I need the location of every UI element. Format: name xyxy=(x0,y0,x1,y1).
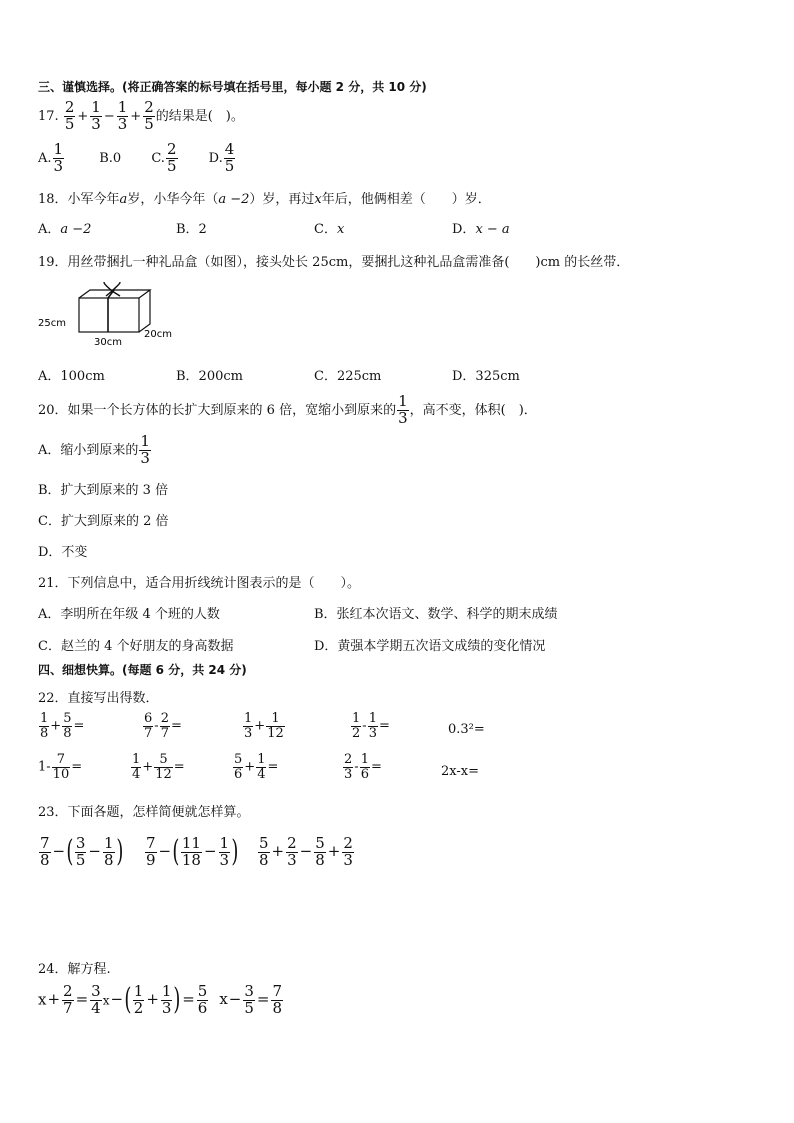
denominator: 5 xyxy=(75,850,86,869)
denominator: 3 xyxy=(343,850,353,869)
question-20 xyxy=(38,394,537,427)
numerator: 1 xyxy=(140,432,150,450)
numerator: 1 xyxy=(398,392,408,410)
denominator: 3 xyxy=(117,114,128,133)
numerator: 1 xyxy=(368,711,377,726)
q18-option-a: A．a −2 xyxy=(38,222,92,237)
operator: + xyxy=(271,842,285,861)
q20-option-b: B．扩大到原来的 3 倍 xyxy=(38,483,169,498)
denominator: 7 xyxy=(63,998,73,1017)
operator: + xyxy=(146,990,159,1009)
denominator: 7 xyxy=(160,725,169,741)
q18-option-c: C．x xyxy=(314,222,345,237)
denominator: 8 xyxy=(259,850,269,869)
numerator: 3 xyxy=(75,834,86,852)
q20-stem: ，高不变，体积( )． xyxy=(409,402,537,418)
numerator: 1 xyxy=(132,752,141,767)
q19-option-d: D．325cm xyxy=(452,369,520,384)
gift-box-figure xyxy=(36,282,186,350)
operator: − xyxy=(103,108,115,124)
denominator: 8 xyxy=(40,725,49,741)
calc-item: $\frac{1}{8}$ + $\frac{5}{8}$ = xyxy=(40,711,85,741)
q17-number: 17. xyxy=(38,108,59,124)
denominator: 8 xyxy=(272,998,283,1017)
numerator: 1 xyxy=(352,711,361,726)
numerator: 1 xyxy=(257,752,266,767)
option-a-fraction xyxy=(53,142,65,175)
expression: a −2 xyxy=(218,192,250,207)
q17-options xyxy=(38,142,236,175)
label-length: 30cm xyxy=(94,337,122,348)
denominator: 2 xyxy=(352,725,361,741)
q21-option-a: A．李明所在年级 4 个班的人数 xyxy=(38,607,220,622)
q21-option-b: B．张红本次语文、数学、科学的期末成绩 xyxy=(314,607,558,622)
numerator: 1 xyxy=(244,711,253,726)
question-23: 23．下面各题，怎样简便就怎样算。 xyxy=(38,805,250,820)
question-17 xyxy=(38,100,244,133)
numerator: 6 xyxy=(144,711,153,726)
numerator: 7 xyxy=(56,752,66,767)
option-d-fraction xyxy=(224,142,236,175)
q18-option-b: B．2 xyxy=(176,222,207,237)
section-title-calc: 四、细想快算。(每题 6 分，共 24 分) xyxy=(38,663,247,677)
question-21: 21．下列信息中，适合用折线统计图表示的是（ ）。 xyxy=(38,576,361,591)
q23-expression-1 xyxy=(38,836,123,869)
denominator: 12 xyxy=(267,725,284,741)
section-title-choice: 三、谨慎选择。(将正确答案的标号填在括号里，每小题 2 分，共 10 分) xyxy=(38,80,427,94)
operator: − xyxy=(52,842,66,861)
parenthesis: ) xyxy=(231,834,239,870)
numerator: 1 xyxy=(133,982,144,1000)
denominator: 6 xyxy=(360,766,369,782)
calc-item: 1- $\frac{7}{10}$ = xyxy=(38,752,83,782)
numerator: 1 xyxy=(103,834,114,852)
q20-stem: 20．如果一个长方体的长扩大到原来的 6 倍，宽缩小到原来的 xyxy=(38,402,397,418)
denominator: 6 xyxy=(197,998,208,1017)
numerator: 2 xyxy=(144,98,154,116)
denominator: 3 xyxy=(219,850,230,869)
q23-expression-3 xyxy=(257,836,355,869)
q24-equations: x+ $\frac{2}{7}$ = $\frac{3}{4}$ x−( $\frac{1}{2}$ + $\frac{1}{3}$ )= $\frac{5}{6}$ x− $\frac{3}{5}$ = $\frac{7}{8}$ xyxy=(38,982,283,1018)
q20-option-a: A．缩小到原来的 $\frac{1}{3}$ xyxy=(38,432,150,467)
numerator: 2 xyxy=(343,834,353,852)
numerator: 5 xyxy=(197,982,208,1000)
operator: + xyxy=(47,990,61,1009)
calc-item: $\frac{5}{6}$ + $\frac{1}{4}$ = xyxy=(234,752,279,782)
denominator: 5 xyxy=(64,114,75,133)
question-19: 19．用丝带捆扎一种礼品盒（如图），接头处长 25cm，要捆扎这种礼品盒需准备( )cm 的长丝带． xyxy=(38,255,630,270)
numerator: 2 xyxy=(166,140,177,158)
operator: + xyxy=(77,108,89,124)
numerator: 1 xyxy=(117,98,128,116)
option-c-label: C. xyxy=(151,150,165,166)
q20-option-d: D．不变 xyxy=(38,545,88,560)
option-c-fraction xyxy=(166,142,178,175)
numerator: 5 xyxy=(315,834,325,852)
fraction xyxy=(143,100,155,133)
question-22: 22．直接写出得数． xyxy=(38,691,159,706)
numerator: 2 xyxy=(160,711,169,726)
denominator: 5 xyxy=(224,156,235,175)
parenthesis: ( xyxy=(172,834,180,870)
option-b: B.0 xyxy=(99,150,122,166)
q17-tail: 的结果是( )。 xyxy=(155,108,244,124)
denominator: 3 xyxy=(398,408,408,427)
q21-option-c: C．赵兰的 4 个好朋友的身高数据 xyxy=(38,639,234,654)
option-d-label: D. xyxy=(208,150,223,166)
operator: − xyxy=(299,842,313,861)
numerator: 5 xyxy=(63,711,72,726)
numerator: 2 xyxy=(344,752,353,767)
fraction xyxy=(139,434,151,467)
numerator: 1 xyxy=(219,834,230,852)
denominator: 12 xyxy=(155,766,172,782)
numerator: 1 xyxy=(53,140,64,158)
operator: + xyxy=(327,842,341,861)
denominator: 3 xyxy=(53,156,64,175)
numerator: 2 xyxy=(63,982,73,1000)
parenthesis: ) xyxy=(115,834,123,870)
calc-item: $\frac{2}{3}$ - $\frac{1}{6}$ = xyxy=(344,752,382,782)
q18-stem: 岁，小华今年（ xyxy=(127,192,219,207)
variable-a: a xyxy=(119,192,128,207)
variable-x: x xyxy=(314,192,322,207)
label-width: 20cm xyxy=(144,329,172,340)
denominator: 9 xyxy=(146,850,156,869)
numerator: 2 xyxy=(287,834,297,852)
denominator: 4 xyxy=(132,766,141,782)
parenthesis: ( xyxy=(124,982,132,1018)
denominator: 8 xyxy=(63,725,72,741)
calc-item: $\frac{1}{4}$ + $\frac{5}{12}$ = xyxy=(132,752,185,782)
denominator: 7 xyxy=(144,725,153,741)
denominator: 3 xyxy=(287,850,297,869)
q19-option-a: A．100cm xyxy=(38,369,105,384)
denominator: 8 xyxy=(315,850,325,869)
calc-item: $\frac{6}{7}$ - $\frac{2}{7}$ = xyxy=(144,711,182,741)
label-height: 25cm xyxy=(38,318,66,329)
numerator: 5 xyxy=(159,752,168,767)
denominator: 4 xyxy=(257,766,266,782)
fraction xyxy=(64,100,76,133)
denominator: 3 xyxy=(368,725,377,741)
question-18 xyxy=(38,188,491,207)
numerator: 1 xyxy=(161,982,172,1000)
denominator: 5 xyxy=(144,114,154,133)
operator: − xyxy=(110,990,124,1009)
operator: − xyxy=(88,842,101,861)
denominator: 8 xyxy=(103,850,114,869)
denominator: 5 xyxy=(244,998,254,1017)
q18-option-d: D．x − a xyxy=(452,222,510,237)
numerator: 7 xyxy=(40,834,50,852)
q18-stem: 年后，他俩相差（ ）岁． xyxy=(321,192,491,207)
q20-option-c: C．扩大到原来的 2 倍 xyxy=(38,514,169,529)
denominator: 4 xyxy=(91,998,101,1017)
calc-item: $\frac{1}{2}$ - $\frac{1}{3}$ = xyxy=(352,711,390,741)
operator: + xyxy=(130,108,142,124)
operator: = xyxy=(256,990,270,1009)
numerator: 11 xyxy=(181,834,201,852)
question-24: 24．解方程. xyxy=(38,962,111,977)
numerator: 1 xyxy=(40,711,49,726)
numerator: 1 xyxy=(91,98,101,116)
operator: = xyxy=(75,990,89,1009)
operator: − xyxy=(228,990,242,1009)
q19-option-b: B．200cm xyxy=(176,369,243,384)
denominator: 10 xyxy=(52,766,70,782)
numerator: 3 xyxy=(244,982,254,1000)
fraction xyxy=(90,100,102,133)
numerator: 5 xyxy=(234,752,243,767)
denominator: 18 xyxy=(181,850,201,869)
operator: = xyxy=(182,990,195,1009)
parenthesis: ( xyxy=(66,834,74,870)
calc-item: 0.3²= xyxy=(448,722,485,737)
numerator: 1 xyxy=(271,711,280,726)
denominator: 5 xyxy=(166,156,177,175)
operator: − xyxy=(203,842,217,861)
q21-option-d: D．黄强本学期五次语文成绩的变化情况 xyxy=(314,639,546,654)
denominator: 6 xyxy=(234,766,243,782)
numerator: 3 xyxy=(91,982,101,1000)
denominator: 3 xyxy=(344,766,353,782)
denominator: 3 xyxy=(161,998,172,1017)
q18-stem: 18．小军今年 xyxy=(38,192,120,207)
denominator: 3 xyxy=(91,114,101,133)
option-a-label: A. xyxy=(38,150,52,166)
calc-item: $\frac{1}{3}$ + $\frac{1}{12}$ xyxy=(244,711,284,741)
fraction xyxy=(117,100,129,133)
numerator: 5 xyxy=(259,834,269,852)
fraction xyxy=(397,394,409,427)
numerator: 1 xyxy=(360,752,369,767)
calc-item: 2x-x= xyxy=(441,764,479,779)
numerator: 4 xyxy=(224,140,235,158)
denominator: 2 xyxy=(133,998,144,1017)
q23-expression-2 xyxy=(144,836,239,869)
operator: − xyxy=(158,842,172,861)
numerator: 7 xyxy=(272,982,283,1000)
denominator: 8 xyxy=(40,850,50,869)
numerator: 7 xyxy=(146,834,156,852)
denominator: 3 xyxy=(140,448,150,467)
q18-stem: ）岁，再过 xyxy=(249,192,315,207)
numerator: 2 xyxy=(64,98,75,116)
q19-option-c: C．225cm xyxy=(314,369,382,384)
denominator: 3 xyxy=(244,725,253,741)
parenthesis: ) xyxy=(173,982,181,1018)
